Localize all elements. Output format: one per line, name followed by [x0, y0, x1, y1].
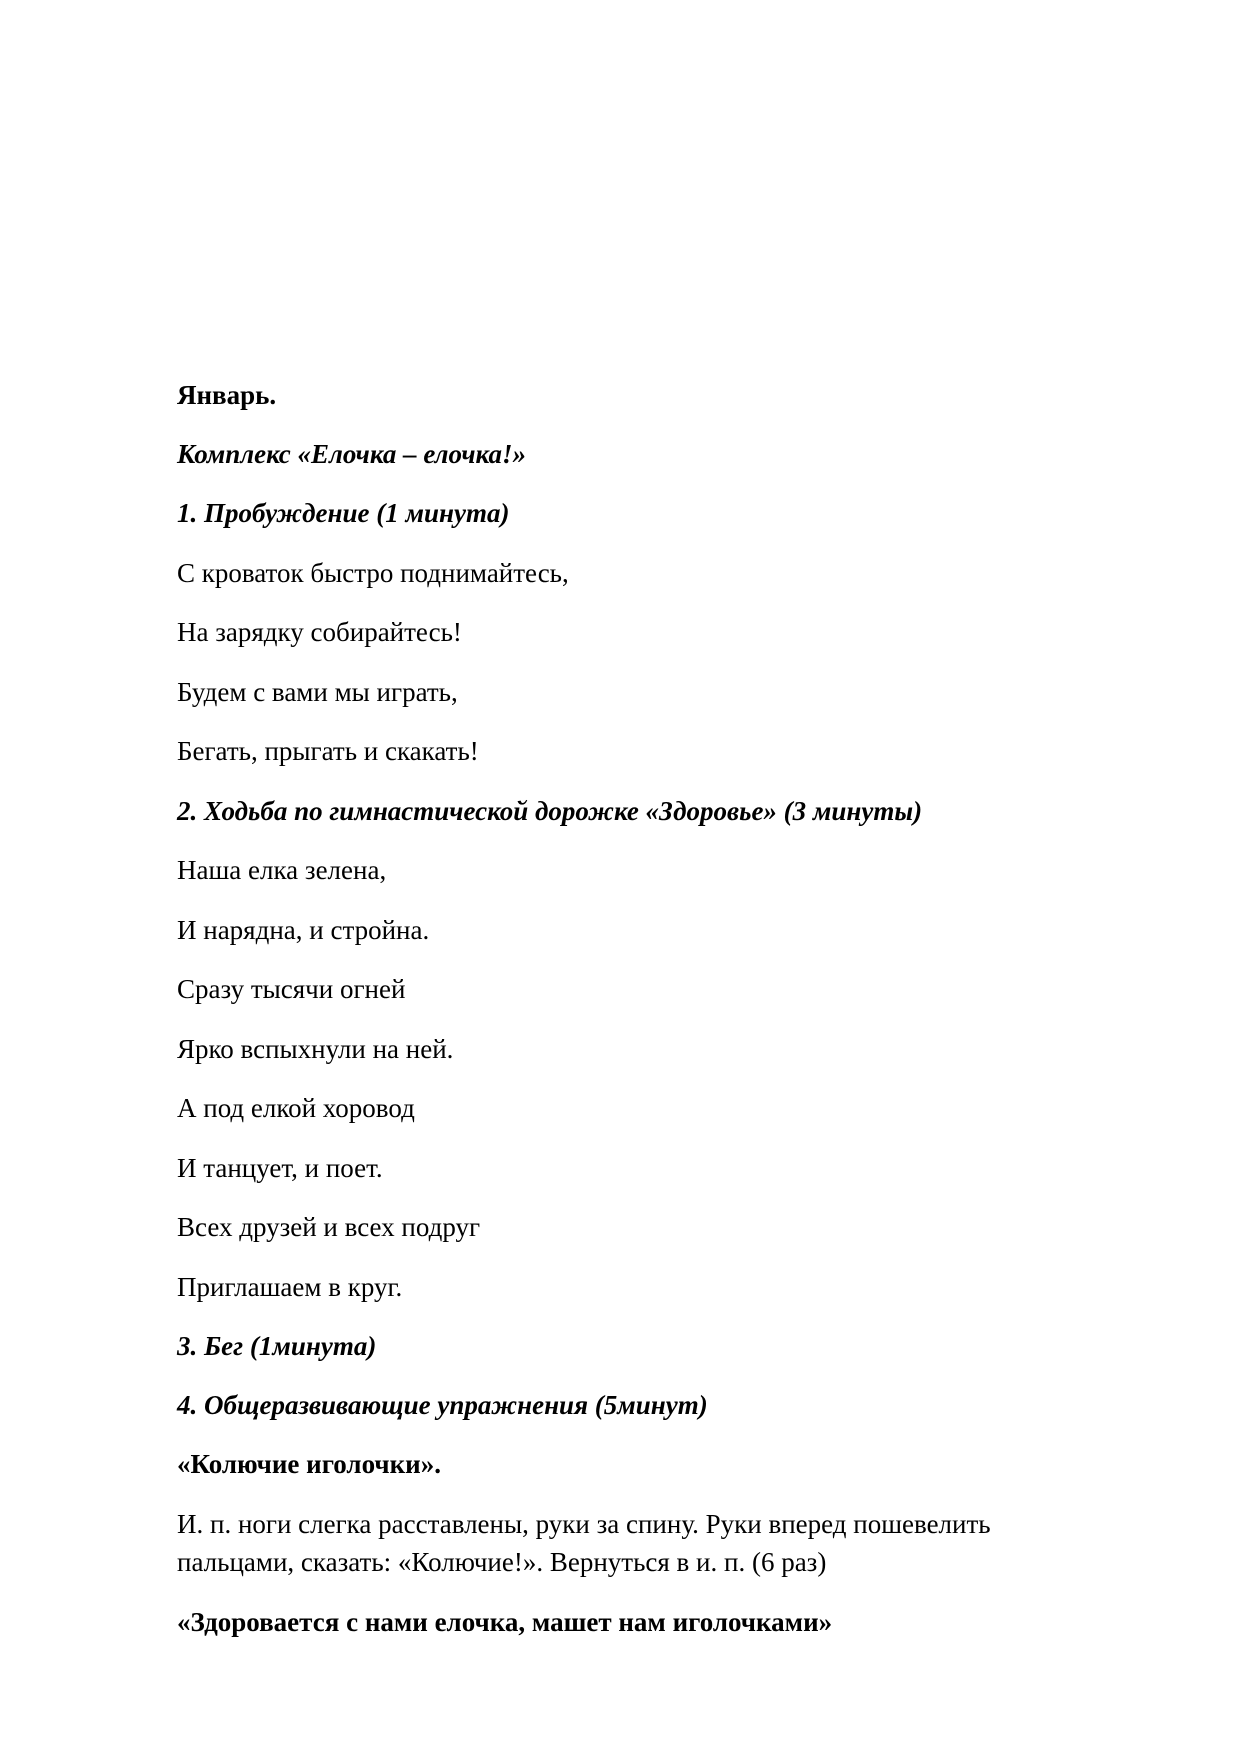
complex-title: Комплекс «Елочка – елочка!»: [177, 439, 527, 469]
section-heading-3: 3. Бег (1минута): [177, 1331, 377, 1361]
poem-line: Бегать, прыгать и скакать!: [177, 736, 479, 766]
poem-line: Сразу тысячи огней: [177, 974, 406, 1004]
poem-line: И нарядна, и стройна.: [177, 915, 430, 945]
exercise-title-2: «Здоровается с нами елочка, машет нам иголочками»: [177, 1607, 833, 1637]
poem-line: Ярко вспыхнули на ней.: [177, 1034, 454, 1064]
section-heading-4: 4. Общеразвивающие упражнения (5минут): [177, 1390, 708, 1420]
exercise-text-line: пальцами, сказать: «Колючие!». Вернуться в и. п. (6 раз): [177, 1547, 827, 1577]
exercise-text-line: И. п. ноги слегка расставлены, руки за спину. Руки вперед пошевелить: [177, 1509, 991, 1539]
poem-line: А под елкой хоровод: [177, 1093, 415, 1123]
poem-line: С кроваток быстро поднимайтесь,: [177, 558, 569, 588]
poem-line: Приглашаем в круг.: [177, 1272, 403, 1302]
poem-line: На зарядку собирайтесь!: [177, 617, 462, 647]
section-heading-1: 1. Пробуждение (1 минута): [177, 498, 510, 528]
poem-line: Будем с вами мы играть,: [177, 677, 458, 707]
poem-line: Наша елка зелена,: [177, 855, 387, 885]
month-heading: Январь.: [177, 380, 277, 410]
poem-line: И танцует, и поет.: [177, 1153, 383, 1183]
poem-line: Всех друзей и всех подруг: [177, 1212, 481, 1242]
section-heading-2: 2. Ходьба по гимнастической дорожке «Здоровье» (3 минуты): [177, 796, 923, 826]
exercise-title-1: «Колючие иголочки».: [177, 1449, 441, 1479]
